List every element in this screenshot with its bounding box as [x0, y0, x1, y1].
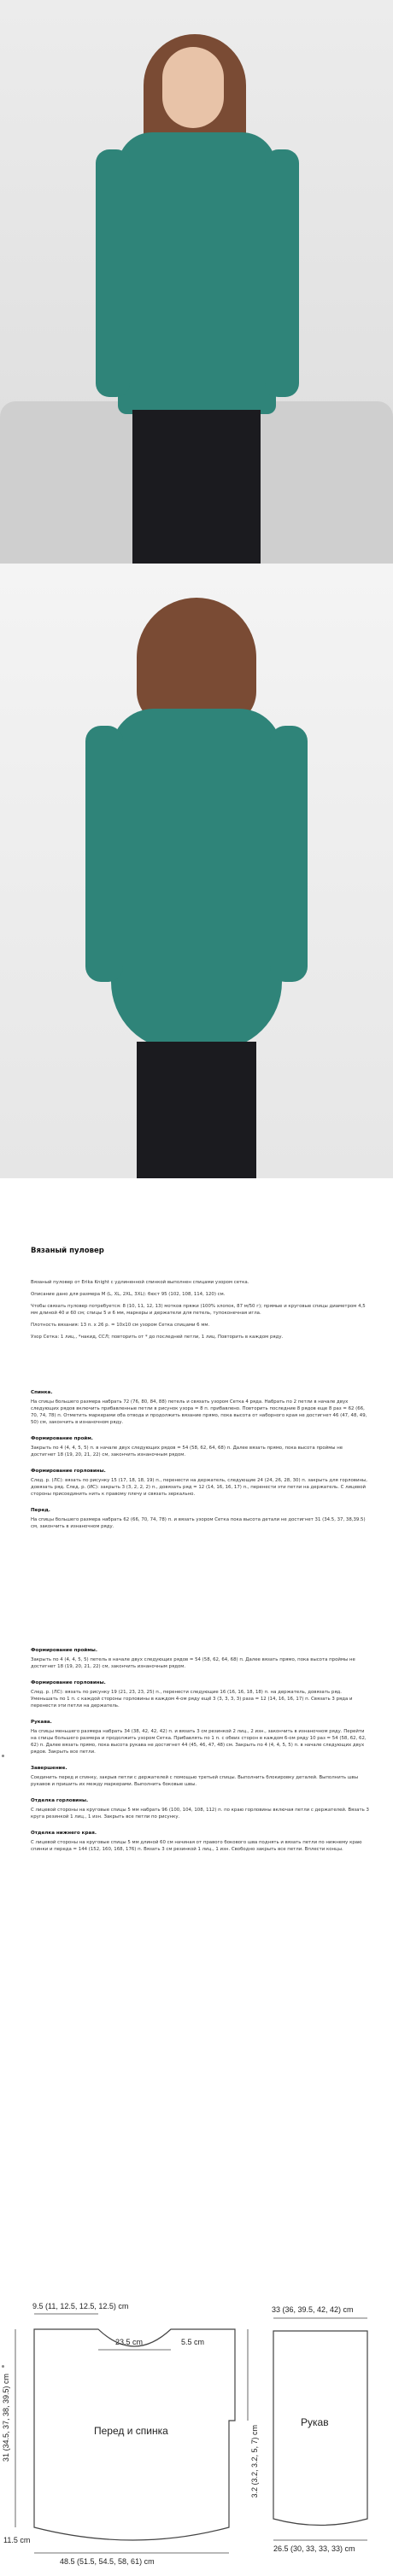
shoulders-heading: Формирование горловины.: [31, 1469, 106, 1474]
sizes-text: Описание дано для размера М (L, XL, 2XL, 3XL): бюст 95 (102, 108, 114, 120) см.: [31, 1292, 226, 1297]
armhole-heading: Формирование пройм.: [31, 1436, 93, 1441]
sleeves-text: На спицы меньшего размера набрать 34 (38, 42, 42, 42) п. и вязать 3 см резинкой 2 лиц., 2 изн., закончить в изнаночном ряду. Перейти на спицы большего размера и продолжить узором Сетка. Прибавлять по 1 п. с обеих сторон в каждом 6-ом ряду 10 раз = 54 (58, 62, 62, 62) п. Далее вязать прямо, пока высота рукава не достигнет 44 (45, 46, 47, 48) см. Закрыть по 4 (4, 4, 5, 5) п. в начале следующих двух рядов. Закрыть все петли.: [31, 1729, 367, 1755]
intro-text: Вязаный пуловер от Erika Knight с удлиненной спинкой выполнен спицами узором сетка.: [31, 1280, 249, 1285]
neckband-heading: Отделка горловины.: [31, 1798, 89, 1803]
density-text: Плотность вязания: 13 п. х 26 р. = 10х10 см узором Сетка спицами 6 мм.: [31, 1323, 210, 1328]
margin-dot: [2, 1755, 4, 1757]
pattern-document: [0, 1195, 393, 1858]
sweater-back: [111, 709, 282, 1050]
hem-height-label: 11.5 cm: [3, 2536, 31, 2544]
back-text: На спицы большего размера набрать 72 (76, 80, 84, 88) петель и связать узором Сетка 4 ряда. Набрать по 2 петли в начале двух следующих рядов включить прибавленные петли в рисунок узора = 8 п. прибавлено. Повторить последние 8 рядов еще 8 раз = 62 (66, 70, 74, 78) п. Отметить маркерами оба отвода и продолжить вязание прямо, пока высота от наборного края не достигнет 46 (47, 48, 49, 50) см, закончить в изнаночном ряду.: [31, 1399, 367, 1425]
hem-text: С лицевой стороны на круговые спицы 5 мм длиной 60 см начиная от правого бокового шва поднять и вязать петли по нижнему краю спинки и переда = 144 (152, 160, 168, 176) п. Вязать 3 см резинкой 1 лиц., 1 изн. Свободно закрыть все петли. Вплести концы.: [31, 1840, 362, 1852]
sleeve-width-label: 33 (36, 39.5, 42, 42) cm: [272, 2305, 354, 2314]
sleeve-cuff-label: 26.5 (30, 33, 33, 33) cm: [273, 2544, 355, 2553]
assembly-text: Соединить перед и спинку, закрыв петли с держателей с помощью третьей спицы. Выполнить блокировку деталей. Выполнить швы рукавов и пришить их между маркерами. Выполнить боковые швы.: [31, 1775, 359, 1787]
model-pants: [132, 410, 261, 564]
photo-back-view: [0, 564, 393, 1178]
model-hair-back: [137, 598, 256, 726]
materials-text: Чтобы связать пуловер потребуется: 8 (10, 11, 12, 13) мотков пряжи (100% хлопок, 87 м/50 г); прямые и круговые спицы диаметром 4,5 мм длиной 40 и 60 см; спицы 5 и 6 мм, маркеры и держатели для петель, тупоконечная игла.: [31, 1304, 366, 1316]
neck-width-label: 9.5 (11, 12.5, 12.5, 12.5) cm: [32, 2302, 129, 2310]
shoulders-text: След. р. (ЛС): вязать по рисунку 15 (17, 18, 18, 19) п., перенести на держатель, следующие 24 (24, 26, 28, 30) п. закрыть для горловины, довязать ряд. След. р. (ИС): закрыть 3 (3, 2, 2, 2) п., довязать ряд = 12 (14, 16, 16, 17) п., перенести эти петли на держатель. С лицевой стороны присоединить нить к правому плечу и связать зеркально.: [31, 1478, 367, 1497]
pattern-title: Вязаный пуловер: [31, 1247, 104, 1255]
model-pants-back: [137, 1042, 256, 1178]
bottom-width-label: 48.5 (51.5, 54.5, 58, 61) cm: [60, 2557, 155, 2566]
front-neck-heading: Формирование горловины.: [31, 1680, 106, 1685]
net-pattern-text: Узор Сетка: 1 лиц., *накид, ССЛ; повторить от * до последней петли, 1 лиц. Повторить в каждом ряду.: [31, 1335, 284, 1340]
neck-center-label: 23.5 cm: [115, 2338, 144, 2346]
front-text: На спицы большего размера набрать 62 (66, 70, 74, 78) п. и вязать узором Сетка пока высота детали не достигнет 31 (34.5, 37, 38,39.5) см, закончить в изнаночном ряду.: [31, 1517, 366, 1529]
armhole-height-label: 3.2 (3.2, 3.2, 5, 7) cm: [250, 2425, 259, 2498]
front-armhole-heading: Формирование проймы.: [31, 1648, 97, 1653]
neck-depth-label: 5.5 cm: [181, 2338, 205, 2346]
front-neck-text: След. р. (ЛС): вязать по рисунку 19 (21, 23, 23, 25) п., перенести следующие 16 (16, 16, 18, 18) п. на держатель, довязать ряд. Уменьшать по 1 п. с каждой стороны горловины в каждом 4-ом ряду ещё 3 (3, 3, 3, 3) раза = 12 (14, 16, 16, 17) п. Связать 3 ряда и перенести эти петли на держатель.: [31, 1690, 353, 1709]
front-heading: Перед.: [31, 1508, 50, 1513]
armhole-text: Закрыть по 4 (4, 4, 5, 5) п. в начале двух следующих рядов = 54 (58, 62, 64, 68) п. Далее вязать прямо, пока высота проймы не достигнет 18 (19, 20, 21, 22) см, закончить изнаночным рядом.: [31, 1446, 343, 1457]
sweater-right-sleeve: [265, 149, 299, 397]
assembly-heading: Завершение.: [31, 1766, 67, 1771]
back-heading: Спинка.: [31, 1390, 53, 1395]
sleeves-heading: Рукава.: [31, 1720, 52, 1725]
sweater-schematic: [0, 2297, 393, 2576]
model-face: [162, 47, 224, 128]
body-label: Перед и спинка: [94, 2425, 168, 2437]
photo-front-view: [0, 0, 393, 564]
neckband-text: С лицевой стороны на круговые спицы 5 мм набрать 96 (100, 104, 108, 112) п. по краю горловины включая петли с держателей. Вязать 3 круга резинкой 1 лиц., 1 изн. Закрыть все петли по рисунку.: [31, 1808, 369, 1820]
total-height-label: 31 (34.5, 37, 38, 39.5) cm: [2, 2374, 10, 2462]
sweater-back-right-sleeve: [270, 726, 308, 982]
front-armhole-text: Закрыть по 4 (4, 4, 5, 5) петель в начале двух следующих рядов = 54 (58, 62, 64, 68) п. Далее вязать прямо, пока высота проймы не достигнет 18 (19, 20, 21, 22) см, закончить изнаночным рядом.: [31, 1657, 355, 1669]
sweater-front: [118, 132, 276, 414]
sweater-left-sleeve: [96, 149, 130, 397]
sweater-back-left-sleeve: [85, 726, 123, 982]
margin-dot: [2, 2365, 4, 2368]
sleeve-label: Рукав: [301, 2416, 329, 2428]
hem-heading: Отделка нижнего края.: [31, 1831, 97, 1836]
